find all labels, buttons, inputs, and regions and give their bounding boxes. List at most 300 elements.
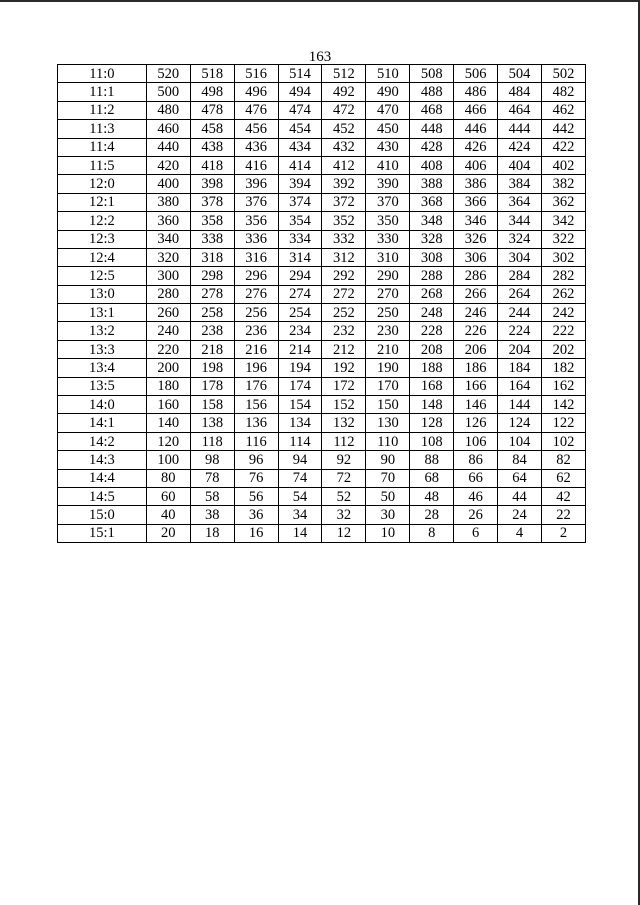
table-cell: 46 — [454, 487, 498, 505]
row-label: 12:5 — [58, 267, 147, 285]
table-cell: 458 — [190, 120, 234, 138]
table-row — [58, 175, 586, 193]
table-cell: 332 — [322, 230, 366, 248]
table-cell: 250 — [366, 304, 410, 322]
table-cell: 74 — [278, 469, 322, 487]
row-label: 15:1 — [58, 524, 147, 542]
table-cell: 438 — [190, 138, 234, 156]
table-cell: 410 — [366, 156, 410, 174]
table-cell: 378 — [190, 193, 234, 211]
table-cell: 400 — [146, 175, 190, 193]
table-cell: 312 — [322, 248, 366, 266]
table-cell: 18 — [190, 524, 234, 542]
table-row — [58, 120, 586, 138]
table-cell: 98 — [190, 451, 234, 469]
table-cell: 348 — [410, 212, 454, 230]
table-cell: 492 — [322, 83, 366, 101]
table-cell: 150 — [366, 396, 410, 414]
table-row — [58, 396, 586, 414]
table-row — [58, 451, 586, 469]
table-cell: 386 — [454, 175, 498, 193]
table-cell: 518 — [190, 65, 234, 83]
table-cell: 66 — [454, 469, 498, 487]
table-cell: 470 — [366, 101, 410, 119]
table-cell: 404 — [498, 156, 542, 174]
table-cell: 314 — [278, 248, 322, 266]
table-row — [58, 138, 586, 156]
table-row — [58, 322, 586, 340]
table-cell: 334 — [278, 230, 322, 248]
row-label: 13:1 — [58, 304, 147, 322]
table-cell: 80 — [146, 469, 190, 487]
table-cell: 282 — [542, 267, 586, 285]
row-label: 12:2 — [58, 212, 147, 230]
table-cell: 96 — [234, 451, 278, 469]
table-cell: 442 — [542, 120, 586, 138]
table-cell: 262 — [542, 285, 586, 303]
table-cell: 162 — [542, 377, 586, 395]
table-cell: 84 — [498, 451, 542, 469]
table-cell: 294 — [278, 267, 322, 285]
table-cell: 42 — [542, 487, 586, 505]
table-cell: 322 — [542, 230, 586, 248]
table-row — [58, 469, 586, 487]
score-table-body — [58, 65, 586, 543]
row-label: 12:4 — [58, 248, 147, 266]
table-cell: 356 — [234, 212, 278, 230]
table-cell: 412 — [322, 156, 366, 174]
table-row — [58, 506, 586, 524]
table-cell: 168 — [410, 377, 454, 395]
table-cell: 446 — [454, 120, 498, 138]
table-cell: 48 — [410, 487, 454, 505]
table-cell: 164 — [498, 377, 542, 395]
table-row — [58, 248, 586, 266]
table-cell: 212 — [322, 340, 366, 358]
table-cell: 240 — [146, 322, 190, 340]
table-cell: 440 — [146, 138, 190, 156]
table-cell: 118 — [190, 432, 234, 450]
row-label: 15:0 — [58, 506, 147, 524]
table-cell: 374 — [278, 193, 322, 211]
table-cell: 60 — [146, 487, 190, 505]
row-label: 11:4 — [58, 138, 147, 156]
table-cell: 138 — [190, 414, 234, 432]
table-cell: 500 — [146, 83, 190, 101]
table-cell: 192 — [322, 359, 366, 377]
table-cell: 398 — [190, 175, 234, 193]
table-cell: 370 — [366, 193, 410, 211]
table-cell: 68 — [410, 469, 454, 487]
table-cell: 364 — [498, 193, 542, 211]
table-cell: 152 — [322, 396, 366, 414]
table-row — [58, 193, 586, 211]
table-cell: 300 — [146, 267, 190, 285]
table-cell: 498 — [190, 83, 234, 101]
table-cell: 206 — [454, 340, 498, 358]
table-cell: 144 — [498, 396, 542, 414]
table-cell: 204 — [498, 340, 542, 358]
score-table — [57, 64, 586, 543]
table-row — [58, 156, 586, 174]
table-cell: 146 — [454, 396, 498, 414]
table-cell: 78 — [190, 469, 234, 487]
table-cell: 448 — [410, 120, 454, 138]
table-cell: 418 — [190, 156, 234, 174]
table-cell: 158 — [190, 396, 234, 414]
table-cell: 214 — [278, 340, 322, 358]
table-cell: 244 — [498, 304, 542, 322]
table-cell: 178 — [190, 377, 234, 395]
table-cell: 128 — [410, 414, 454, 432]
row-label: 13:4 — [58, 359, 147, 377]
table-cell: 156 — [234, 396, 278, 414]
table-cell: 420 — [146, 156, 190, 174]
table-row — [58, 414, 586, 432]
table-cell: 32 — [322, 506, 366, 524]
table-cell: 56 — [234, 487, 278, 505]
table-cell: 336 — [234, 230, 278, 248]
table-cell: 104 — [498, 432, 542, 450]
table-cell: 380 — [146, 193, 190, 211]
table-cell: 148 — [410, 396, 454, 414]
table-cell: 82 — [542, 451, 586, 469]
table-cell: 324 — [498, 230, 542, 248]
table-cell: 264 — [498, 285, 542, 303]
row-label: 11:0 — [58, 65, 147, 83]
table-cell: 100 — [146, 451, 190, 469]
table-cell: 190 — [366, 359, 410, 377]
table-cell: 36 — [234, 506, 278, 524]
table-cell: 30 — [366, 506, 410, 524]
table-cell: 12 — [322, 524, 366, 542]
table-cell: 126 — [454, 414, 498, 432]
row-label: 13:3 — [58, 340, 147, 358]
table-cell: 242 — [542, 304, 586, 322]
table-cell: 228 — [410, 322, 454, 340]
table-cell: 474 — [278, 101, 322, 119]
table-cell: 466 — [454, 101, 498, 119]
table-cell: 504 — [498, 65, 542, 83]
table-cell: 6 — [454, 524, 498, 542]
table-cell: 90 — [366, 451, 410, 469]
table-cell: 8 — [410, 524, 454, 542]
table-cell: 276 — [234, 285, 278, 303]
table-cell: 134 — [278, 414, 322, 432]
table-cell: 202 — [542, 340, 586, 358]
table-cell: 338 — [190, 230, 234, 248]
table-cell: 38 — [190, 506, 234, 524]
table-cell: 24 — [498, 506, 542, 524]
table-cell: 512 — [322, 65, 366, 83]
table-cell: 358 — [190, 212, 234, 230]
table-cell: 234 — [278, 322, 322, 340]
table-cell: 70 — [366, 469, 410, 487]
table-cell: 432 — [322, 138, 366, 156]
table-cell: 170 — [366, 377, 410, 395]
table-cell: 4 — [498, 524, 542, 542]
table-cell: 520 — [146, 65, 190, 83]
table-cell: 354 — [278, 212, 322, 230]
table-cell: 62 — [542, 469, 586, 487]
table-row — [58, 65, 586, 83]
table-cell: 136 — [234, 414, 278, 432]
row-label: 12:0 — [58, 175, 147, 193]
table-cell: 302 — [542, 248, 586, 266]
table-cell: 478 — [190, 101, 234, 119]
table-cell: 320 — [146, 248, 190, 266]
table-cell: 460 — [146, 120, 190, 138]
table-cell: 106 — [454, 432, 498, 450]
table-cell: 256 — [234, 304, 278, 322]
table-cell: 260 — [146, 304, 190, 322]
table-cell: 140 — [146, 414, 190, 432]
table-cell: 28 — [410, 506, 454, 524]
table-cell: 452 — [322, 120, 366, 138]
table-cell: 280 — [146, 285, 190, 303]
row-label: 14:0 — [58, 396, 147, 414]
table-cell: 506 — [454, 65, 498, 83]
table-cell: 236 — [234, 322, 278, 340]
table-cell: 210 — [366, 340, 410, 358]
table-cell: 360 — [146, 212, 190, 230]
table-cell: 220 — [146, 340, 190, 358]
table-cell: 330 — [366, 230, 410, 248]
table-row — [58, 230, 586, 248]
table-cell: 340 — [146, 230, 190, 248]
table-cell: 180 — [146, 377, 190, 395]
table-cell: 464 — [498, 101, 542, 119]
table-cell: 284 — [498, 267, 542, 285]
table-cell: 230 — [366, 322, 410, 340]
table-cell: 172 — [322, 377, 366, 395]
table-cell: 200 — [146, 359, 190, 377]
table-cell: 510 — [366, 65, 410, 83]
table-row — [58, 377, 586, 395]
table-cell: 274 — [278, 285, 322, 303]
table-cell: 434 — [278, 138, 322, 156]
table-cell: 286 — [454, 267, 498, 285]
table-cell: 502 — [542, 65, 586, 83]
table-cell: 188 — [410, 359, 454, 377]
table-cell: 328 — [410, 230, 454, 248]
row-label: 14:3 — [58, 451, 147, 469]
table-cell: 436 — [234, 138, 278, 156]
table-cell: 112 — [322, 432, 366, 450]
table-cell: 216 — [234, 340, 278, 358]
table-cell: 450 — [366, 120, 410, 138]
table-cell: 326 — [454, 230, 498, 248]
table-cell: 350 — [366, 212, 410, 230]
table-cell: 40 — [146, 506, 190, 524]
table-cell: 376 — [234, 193, 278, 211]
table-cell: 44 — [498, 487, 542, 505]
table-cell: 238 — [190, 322, 234, 340]
table-row — [58, 285, 586, 303]
row-label: 14:2 — [58, 432, 147, 450]
table-cell: 14 — [278, 524, 322, 542]
table-cell: 76 — [234, 469, 278, 487]
table-cell: 290 — [366, 267, 410, 285]
row-label: 12:1 — [58, 193, 147, 211]
table-cell: 414 — [278, 156, 322, 174]
table-cell: 258 — [190, 304, 234, 322]
table-row — [58, 101, 586, 119]
table-cell: 232 — [322, 322, 366, 340]
table-cell: 372 — [322, 193, 366, 211]
table-cell: 198 — [190, 359, 234, 377]
row-label: 12:3 — [58, 230, 147, 248]
table-cell: 10 — [366, 524, 410, 542]
table-cell: 72 — [322, 469, 366, 487]
table-cell: 390 — [366, 175, 410, 193]
table-cell: 176 — [234, 377, 278, 395]
table-row — [58, 487, 586, 505]
table-cell: 476 — [234, 101, 278, 119]
row-label: 11:5 — [58, 156, 147, 174]
table-cell: 92 — [322, 451, 366, 469]
table-cell: 266 — [454, 285, 498, 303]
table-cell: 456 — [234, 120, 278, 138]
table-row — [58, 524, 586, 542]
table-cell: 424 — [498, 138, 542, 156]
table-cell: 388 — [410, 175, 454, 193]
table-cell: 384 — [498, 175, 542, 193]
row-label: 13:0 — [58, 285, 147, 303]
table-cell: 34 — [278, 506, 322, 524]
table-cell: 480 — [146, 101, 190, 119]
table-cell: 94 — [278, 451, 322, 469]
table-cell: 114 — [278, 432, 322, 450]
table-cell: 58 — [190, 487, 234, 505]
table-cell: 278 — [190, 285, 234, 303]
scan-edge-top — [0, 0, 640, 2]
table-row — [58, 359, 586, 377]
table-cell: 2 — [542, 524, 586, 542]
table-cell: 430 — [366, 138, 410, 156]
table-cell: 160 — [146, 396, 190, 414]
table-cell: 26 — [454, 506, 498, 524]
table-row — [58, 212, 586, 230]
table-cell: 124 — [498, 414, 542, 432]
table-cell: 514 — [278, 65, 322, 83]
table-cell: 102 — [542, 432, 586, 450]
table-cell: 226 — [454, 322, 498, 340]
table-cell: 218 — [190, 340, 234, 358]
table-cell: 116 — [234, 432, 278, 450]
table-cell: 252 — [322, 304, 366, 322]
row-label: 11:2 — [58, 101, 147, 119]
table-cell: 110 — [366, 432, 410, 450]
table-cell: 344 — [498, 212, 542, 230]
table-cell: 22 — [542, 506, 586, 524]
table-cell: 222 — [542, 322, 586, 340]
table-cell: 248 — [410, 304, 454, 322]
table-cell: 246 — [454, 304, 498, 322]
table-cell: 422 — [542, 138, 586, 156]
table-cell: 490 — [366, 83, 410, 101]
table-cell: 362 — [542, 193, 586, 211]
table-cell: 488 — [410, 83, 454, 101]
table-cell: 194 — [278, 359, 322, 377]
table-row — [58, 267, 586, 285]
table-cell: 54 — [278, 487, 322, 505]
table-cell: 394 — [278, 175, 322, 193]
table-cell: 342 — [542, 212, 586, 230]
table-row — [58, 340, 586, 358]
table-cell: 454 — [278, 120, 322, 138]
row-label: 13:2 — [58, 322, 147, 340]
table-cell: 308 — [410, 248, 454, 266]
table-cell: 306 — [454, 248, 498, 266]
table-cell: 52 — [322, 487, 366, 505]
table-cell: 292 — [322, 267, 366, 285]
table-cell: 174 — [278, 377, 322, 395]
table-cell: 288 — [410, 267, 454, 285]
table-row — [58, 432, 586, 450]
table-cell: 426 — [454, 138, 498, 156]
table-row — [58, 83, 586, 101]
table-cell: 108 — [410, 432, 454, 450]
table-cell: 484 — [498, 83, 542, 101]
page-number: 163 — [308, 49, 332, 65]
table-cell: 142 — [542, 396, 586, 414]
table-cell: 268 — [410, 285, 454, 303]
table-cell: 166 — [454, 377, 498, 395]
table-cell: 130 — [366, 414, 410, 432]
table-cell: 462 — [542, 101, 586, 119]
table-cell: 352 — [322, 212, 366, 230]
table-cell: 392 — [322, 175, 366, 193]
table-cell: 196 — [234, 359, 278, 377]
table-cell: 186 — [454, 359, 498, 377]
row-label: 14:5 — [58, 487, 147, 505]
table-cell: 86 — [454, 451, 498, 469]
row-label: 11:3 — [58, 120, 147, 138]
table-cell: 154 — [278, 396, 322, 414]
table-cell: 64 — [498, 469, 542, 487]
table-cell: 270 — [366, 285, 410, 303]
row-label: 11:1 — [58, 83, 147, 101]
table-cell: 444 — [498, 120, 542, 138]
table-cell: 16 — [234, 524, 278, 542]
table-cell: 496 — [234, 83, 278, 101]
table-cell: 318 — [190, 248, 234, 266]
table-cell: 184 — [498, 359, 542, 377]
table-cell: 208 — [410, 340, 454, 358]
table-cell: 254 — [278, 304, 322, 322]
table-cell: 468 — [410, 101, 454, 119]
table-cell: 494 — [278, 83, 322, 101]
table-cell: 382 — [542, 175, 586, 193]
table-cell: 346 — [454, 212, 498, 230]
table-cell: 298 — [190, 267, 234, 285]
table-cell: 20 — [146, 524, 190, 542]
table-cell: 132 — [322, 414, 366, 432]
table-cell: 224 — [498, 322, 542, 340]
table-row — [58, 304, 586, 322]
table-cell: 122 — [542, 414, 586, 432]
table-cell: 304 — [498, 248, 542, 266]
table-cell: 366 — [454, 193, 498, 211]
table-cell: 316 — [234, 248, 278, 266]
row-label: 14:1 — [58, 414, 147, 432]
row-label: 14:4 — [58, 469, 147, 487]
table-cell: 508 — [410, 65, 454, 83]
table-cell: 408 — [410, 156, 454, 174]
table-cell: 310 — [366, 248, 410, 266]
table-cell: 516 — [234, 65, 278, 83]
